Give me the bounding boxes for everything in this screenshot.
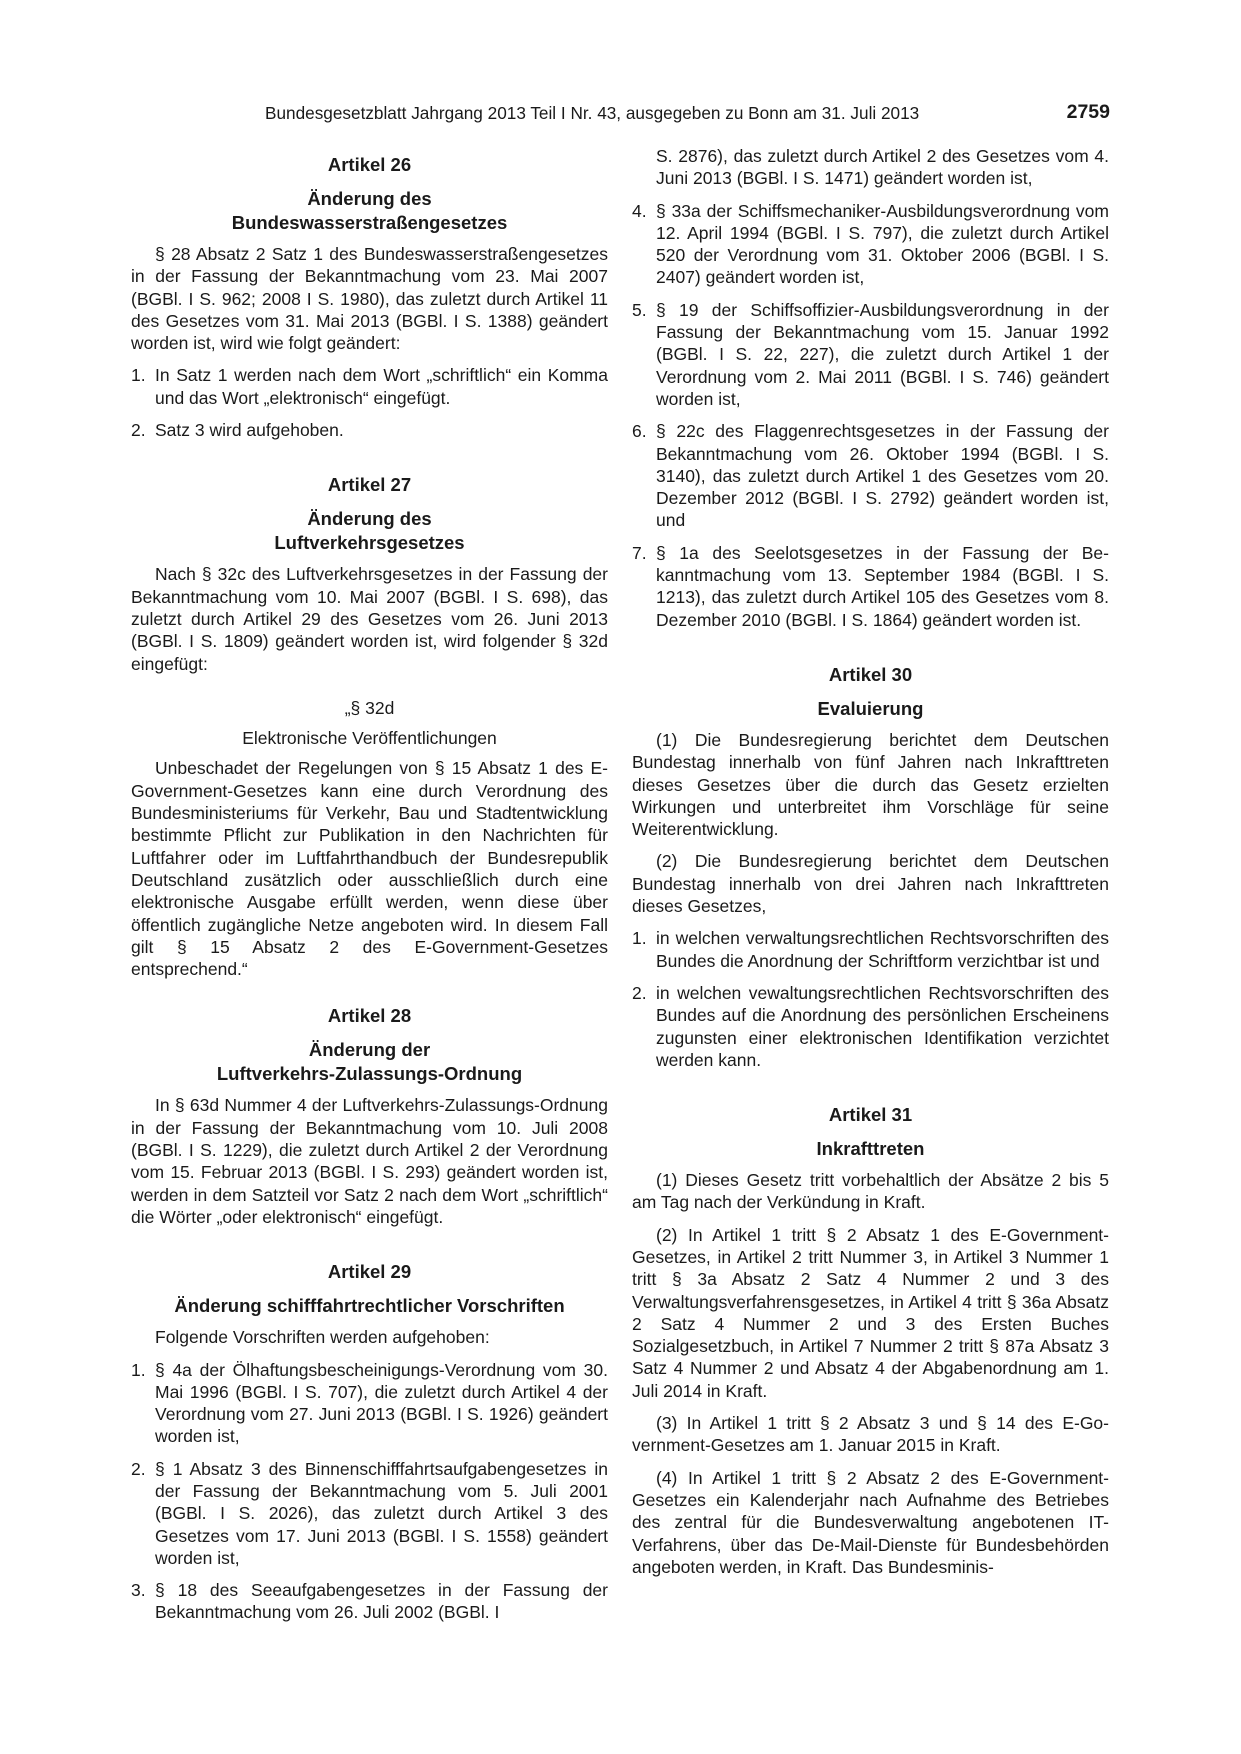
list-number: 1. xyxy=(632,928,647,949)
article-heading: Artikel 31 xyxy=(828,1104,913,1126)
list-item xyxy=(131,1579,608,1624)
list-text: in welchen vewaltungsrechtlichen Rechtsvorschriften des Bundes auf die Anordnung des persönlichen Erscheinens zugunsten einer elektronischen Identifikation verzichtet werden kann. xyxy=(656,982,1109,1070)
article-intro: § 28 Absatz 2 Satz 1 des Bundeswasserstraßengesetzes in der Fassung der Bekanntmachung vom 23. Mai 2007 (BGBl. I S. 962; 2008 I S. 1980), das zuletzt durch Artikel 11 des Gesetzes vom 31. Mai 2013 (BGBl. I S. 1388) geändert worden ist, wird wie folgt geändert: xyxy=(131,244,608,354)
paragraph: (1) Dieses Gesetz tritt vorbehaltlich der Absätze 2 bis 5 am Tag nach der Verkündung in Kraft. xyxy=(632,1170,1109,1213)
list-text: § 33a der Schiffsmechaniker-Ausbildungsverordnung vom 12. April 1994 (BGBl. I S. 797), die zuletzt durch Artikel 520 der Verordnung vom 31. Oktober 2006 (BGBl. I S. 2407) geändert worden ist, xyxy=(656,200,1109,288)
article-title: Änderung schifffahrtrechtlicher Vorschriften xyxy=(174,1295,565,1317)
article-text: In § 63d Nummer 4 der Luftverkehrs-Zulassungs-Ordnung in der Fassung der Bekanntmachung vom 10. Juli 2008 (BGBl. I S. 1229), die zuletzt durch Artikel 2 der Verordnung vom 15. Februar 2013 (BGBl. I S. 293) geändert worden ist, werden in dem Satzteil vor Satz 2 nach dem Wort „schriftlich“ die Wörter „oder elektronisch“ eingefügt. xyxy=(131,1095,608,1227)
list-item-continued xyxy=(632,145,1109,190)
list-number: 1. xyxy=(131,1359,146,1380)
list-text: § 1 Absatz 3 des Binnenschifffahrtsaufgabengesetzes in der Fassung der Bekanntmachung vom 5. Juli 2001 (BGBl. I S. 2026), das zuletzt durch Artikel 3 des Gesetzes vom 17. Juni 2013 (BGBl. I S. 1558) geändert worden ist, xyxy=(155,1458,608,1568)
article-title xyxy=(131,187,608,235)
article-heading: Artikel 29 xyxy=(327,1261,412,1283)
article-heading: Artikel 27 xyxy=(327,474,412,496)
article-heading: Artikel 30 xyxy=(828,663,913,685)
right-column xyxy=(632,145,1109,1588)
list-item xyxy=(131,364,608,409)
article-intro: Folgende Vorschriften werden aufgehoben: xyxy=(155,1327,490,1348)
article-title-line: Luftverkehrs-Zulassungs-Ordnung xyxy=(216,1063,523,1085)
list-text: S. 2876), das zuletzt durch Artikel 2 des Gesetzes vom 4. Juni 2013 (BGBl. I S. 1471) geändert worden ist, xyxy=(656,146,1109,189)
article-31 xyxy=(632,1103,1109,1578)
article-heading: Artikel 26 xyxy=(327,154,412,175)
section-label: „§ 32d xyxy=(344,697,395,718)
article-title-line: Änderung des xyxy=(307,188,432,209)
list-text: § 22c des Flaggenrechtsgesetzes in der Fassung der Bekanntmachung vom 26. Oktober 1994 (BGBl. I S. 3140), das zuletzt durch Artikel 1 des Gesetzes vom 20. Dezember 2012 (BGBl. I S. 2792) geändert worden ist, und xyxy=(656,421,1109,531)
paragraph: (1) Die Bundesregierung berichtet dem Deutschen Bundestag innerhalb von fünf Jahren nach Inkrafttreten dieses Gesetzes über die durch das Gesetz erzielten Wirkungen und unterbreitet ihm Vorschläge für seine Weiterentwicklung. xyxy=(632,729,1109,840)
list-text: § 1a des Seelotsgesetzes in der Fassung der Bekanntmachung vom 13. September 1984 (BGBl. I S. 1213), das zuletzt durch Artikel 105 des Gesetzes vom 8. Dezember 2010 (BGBl. I S. 1864) geändert worden ist. xyxy=(656,542,1109,630)
gazette-title: Bundesgesetzblatt Jahrgang 2013 Teil I Nr. 43, ausgegeben zu Bonn am 31. Juli 2013 xyxy=(265,103,920,123)
article-title xyxy=(131,507,608,555)
paragraph: (3) In Artikel 1 tritt § 2 Absatz 3 und § 14 des E-Government-Gesetzes am 1. Januar 2015 in Kraft. xyxy=(632,1413,1109,1456)
list-number: 1. xyxy=(131,365,146,386)
paragraph: (2) Die Bundesregierung berichtet dem Deutschen Bundestag innerhalb von drei Jahren nach Inkrafttreten dieses Gesetzes, xyxy=(632,851,1109,917)
list-text: § 19 der Schiffsoffizier-Ausbildungsverordnung in der Fassung der Bekanntmachung vom 15. Januar 1992 (BGBl. I S. 22, 227), die zuletzt durch Artikel 1 der Verordnung vom 2. Mai 2011 (BGBl. I S. 746) geändert worden ist, xyxy=(656,299,1109,409)
article-29 xyxy=(131,1260,608,1624)
list-item xyxy=(131,1359,608,1448)
list-number: 2. xyxy=(632,982,647,1003)
list-item xyxy=(131,419,608,441)
paragraph: (4) In Artikel 1 tritt § 2 Absatz 2 des E-Government-Gesetzes ein Kalenderjahr nach Aufnahme des Betriebes des zentral für die Bundesverwaltung angebotenen IT-Verfahrens, über das De-Mail-Dienste für Bundesbehörden angeboten werden, in Kraft. Das Bundesminis- xyxy=(632,1467,1109,1577)
list-text: § 18 des Seeaufgabengesetzes in der Fassung der Bekanntmachung vom 26. Juli 2002 (BGBl. I xyxy=(155,1580,608,1623)
list-item xyxy=(632,200,1109,289)
article-30 xyxy=(632,663,1109,1071)
list-item xyxy=(632,982,1109,1071)
list-text: in welchen verwaltungsrechtlichen Rechtsvorschriften des Bundes die Anordnung der Schriftform verzichtbar ist und xyxy=(656,928,1109,971)
list-number: 4. xyxy=(632,200,647,221)
left-column xyxy=(131,153,608,1624)
section-text: Unbeschadet der Regelungen von § 15 Absatz 1 des E-Government-Gesetzes kann eine durch Verordnung des Bundesministeriums für Verkehr, Bau und Stadtentwicklung bestimmte Pflicht zur Publikation in den Nachrichten für Luftfahrer oder im Luftfahrthandbuch der Bundesrepublik Deutschland zusätzlich oder ausschließlich durch eine elektronische Ausgabe erfüllt werden, wenn diese über öffentlich zugängliche Netze angeboten wird. In diesem Fall gilt § 15 Absatz 2 des E-Government-Gesetzes entsprechend.“ xyxy=(131,758,608,980)
list-number: 2. xyxy=(131,1458,146,1479)
list-text: § 4a der Ölhaftungsbescheinigungs-Verordnung vom 30. Mai 1996 (BGBl. I S. 707), die zuletzt durch Artikel 4 der Verordnung vom 27. Juni 2013 (BGBl. I S. 1926) geändert worden ist, xyxy=(155,1359,608,1447)
list-number: 5. xyxy=(632,299,647,320)
page-number: 2759 xyxy=(1066,101,1110,123)
article-heading: Artikel 28 xyxy=(327,1005,412,1027)
article-26 xyxy=(131,153,608,441)
list-number: 3. xyxy=(131,1580,146,1601)
list-item xyxy=(632,299,1109,410)
list-item xyxy=(632,420,1109,531)
list-text: Satz 3 wird aufgehoben. xyxy=(155,420,344,441)
article-title-line: Bundeswasserstraßengesetzes xyxy=(231,212,508,233)
list-item xyxy=(632,542,1109,631)
article-title: Evaluierung xyxy=(817,697,924,719)
list-item xyxy=(632,927,1109,972)
article-title-line: Änderung des xyxy=(307,508,432,530)
article-title-line: Änderung der xyxy=(308,1039,431,1061)
list-item xyxy=(131,1458,608,1569)
article-intro: Nach § 32c des Luftverkehrsgesetzes in der Fassung der Bekanntmachung vom 10. Mai 2007 (BGBl. I S. 698), das zuletzt durch Artikel 29 des Gesetzes vom 26. Juni 2013 (BGBl. I S. 1809) geändert worden ist, wird folgender § 32d eingefügt: xyxy=(131,564,608,674)
article-title-line: Luftverkehrsgesetzes xyxy=(274,532,465,554)
list-number: 6. xyxy=(632,421,647,442)
list-number: 2. xyxy=(131,420,146,441)
article-title: Inkrafttreten xyxy=(816,1138,925,1160)
article-title xyxy=(131,1038,608,1086)
section-title: Elektronische Veröffentlichungen xyxy=(242,728,497,749)
article-27 xyxy=(131,473,608,980)
page-header xyxy=(265,101,1110,131)
list-number: 7. xyxy=(632,542,647,563)
paragraph: (2) In Artikel 1 tritt § 2 Absatz 1 des E-Government-Gesetzes, in Artikel 2 tritt Nummer 3, in Artikel 3 Nummer 1 tritt § 3a Absatz 2 Satz 4 Nummer 2 und 3 des Verwaltungsverfahrensgesetzes, in Artikel 4 tritt § 36a Absatz 2 Satz 4 Nummer 2 und 3 des Ersten Buches Sozialgesetzbuch, in Artikel 7 Nummer 2 tritt § 87a Absatz 3 Satz 4 Nummer 2 und Absatz 4 der Abgabenordnung am 1. Juli 2014 in Kraft. xyxy=(632,1224,1109,1401)
list-text: In Satz 1 werden nach dem Wort „schriftlich“ ein Komma und das Wort „elektronisch“ eingefügt. xyxy=(155,365,608,408)
article-28 xyxy=(131,1004,608,1228)
